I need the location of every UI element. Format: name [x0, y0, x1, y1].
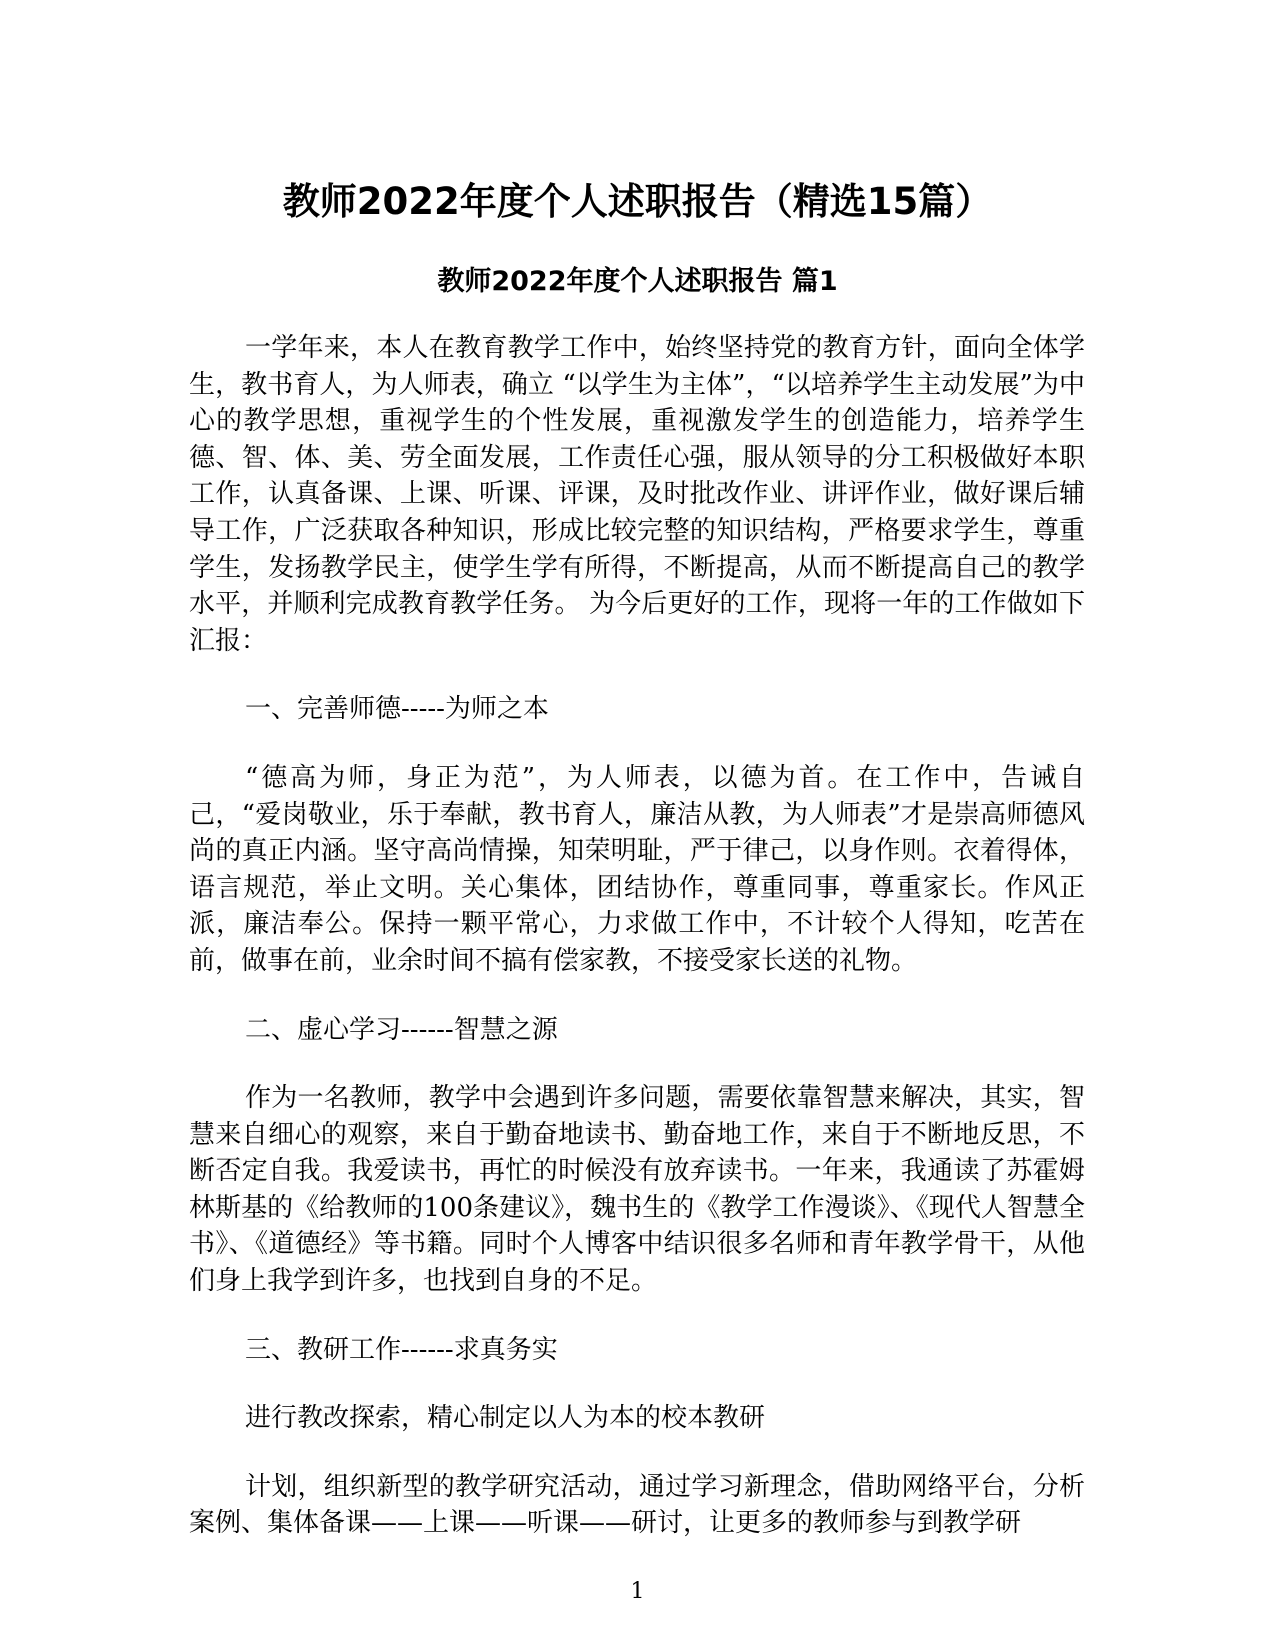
- paragraph-ethics: “德高为师，身正为范”，为人师表，以德为首。在工作中，告诫自己，“爱岗敬业，乐于奉献，教书育人，廉洁从教，为人师表”才是崇高师德风尚的真正内涵。坚守高尚情操，知荣明耻，严于律己，以身作则。衣着得体，语言规范，举止文明。关心集体，团结协作，尊重同事，尊重家长。作风正派，廉洁奉公。保持一颗平常心，力求做工作中，不计较个人得知，吃苦在前，做事在前，业余时间不搞有偿家教，不接受家长送的礼物。: [189, 762, 1085, 976]
- page-number: 1: [630, 1579, 645, 1604]
- paragraph-research-plan: 计划，组织新型的教学研究活动，通过学习新理念，借助网络平台，分析案例、集体备课——上课——听课——研讨，让更多的教师参与到教学研: [189, 1471, 1085, 1539]
- document-body: [189, 330, 1085, 1574]
- paragraph-learning: 作为一名教师，教学中会遇到许多问题，需要依靠智慧来解决，其实，智慧来自细心的观察，来自于勤奋地读书、勤奋地工作，来自于不断地反思，不断否定自我。我爱读书，再忙的时候没有放弃读书。一年来，我通读了苏霍姆林斯基的《给教师的100条建议》，魏书生的《教学工作漫谈》、《现代人智慧全书》、《道德经》等书籍。同时个人博客中结识很多名师和青年教学骨干，从他们身上我学到许多，也找到自身的不足。: [189, 1083, 1085, 1297]
- paragraph-research-intro: 进行教改探索，精心制定以人为本的校本教研: [245, 1403, 766, 1434]
- section-heading-1: 一、完善师德-----为师之本: [245, 694, 549, 725]
- section-heading-2: 二、虚心学习------智慧之源: [245, 1014, 558, 1045]
- section-title: 教师2022年度个人述职报告 篇1: [437, 266, 838, 297]
- document-title: 教师2022年度个人述职报告（精选15篇）: [282, 180, 993, 223]
- paragraph-intro: 一学年来，本人在教育教学工作中，始终坚持党的教育方针，面向全体学生，教书育人，为人师表，确立 “以学生为主体”，“以培养学生主动发展”为中心的教学思想，重视学生的个性发展，重视激发学生的创造能力，培养学生德、智、体、美、劳全面发展，工作责任心强，服从领导的分工积极做好本职工作，认真备课、上课、听课、评课，及时批改作业、讲评作业，做好课后辅导工作，广泛获取各种知识，形成比较完整的知识结构，严格要求学生，尊重学生，发扬教学民主，使学生学有所得，不断提高，从而不断提高自己的教学水平，并顺利完成教育教学任务。 为今后更好的工作，现将一年的工作做如下汇报：: [189, 333, 1085, 656]
- section-heading-3: 三、教研工作------求真务实: [245, 1334, 558, 1365]
